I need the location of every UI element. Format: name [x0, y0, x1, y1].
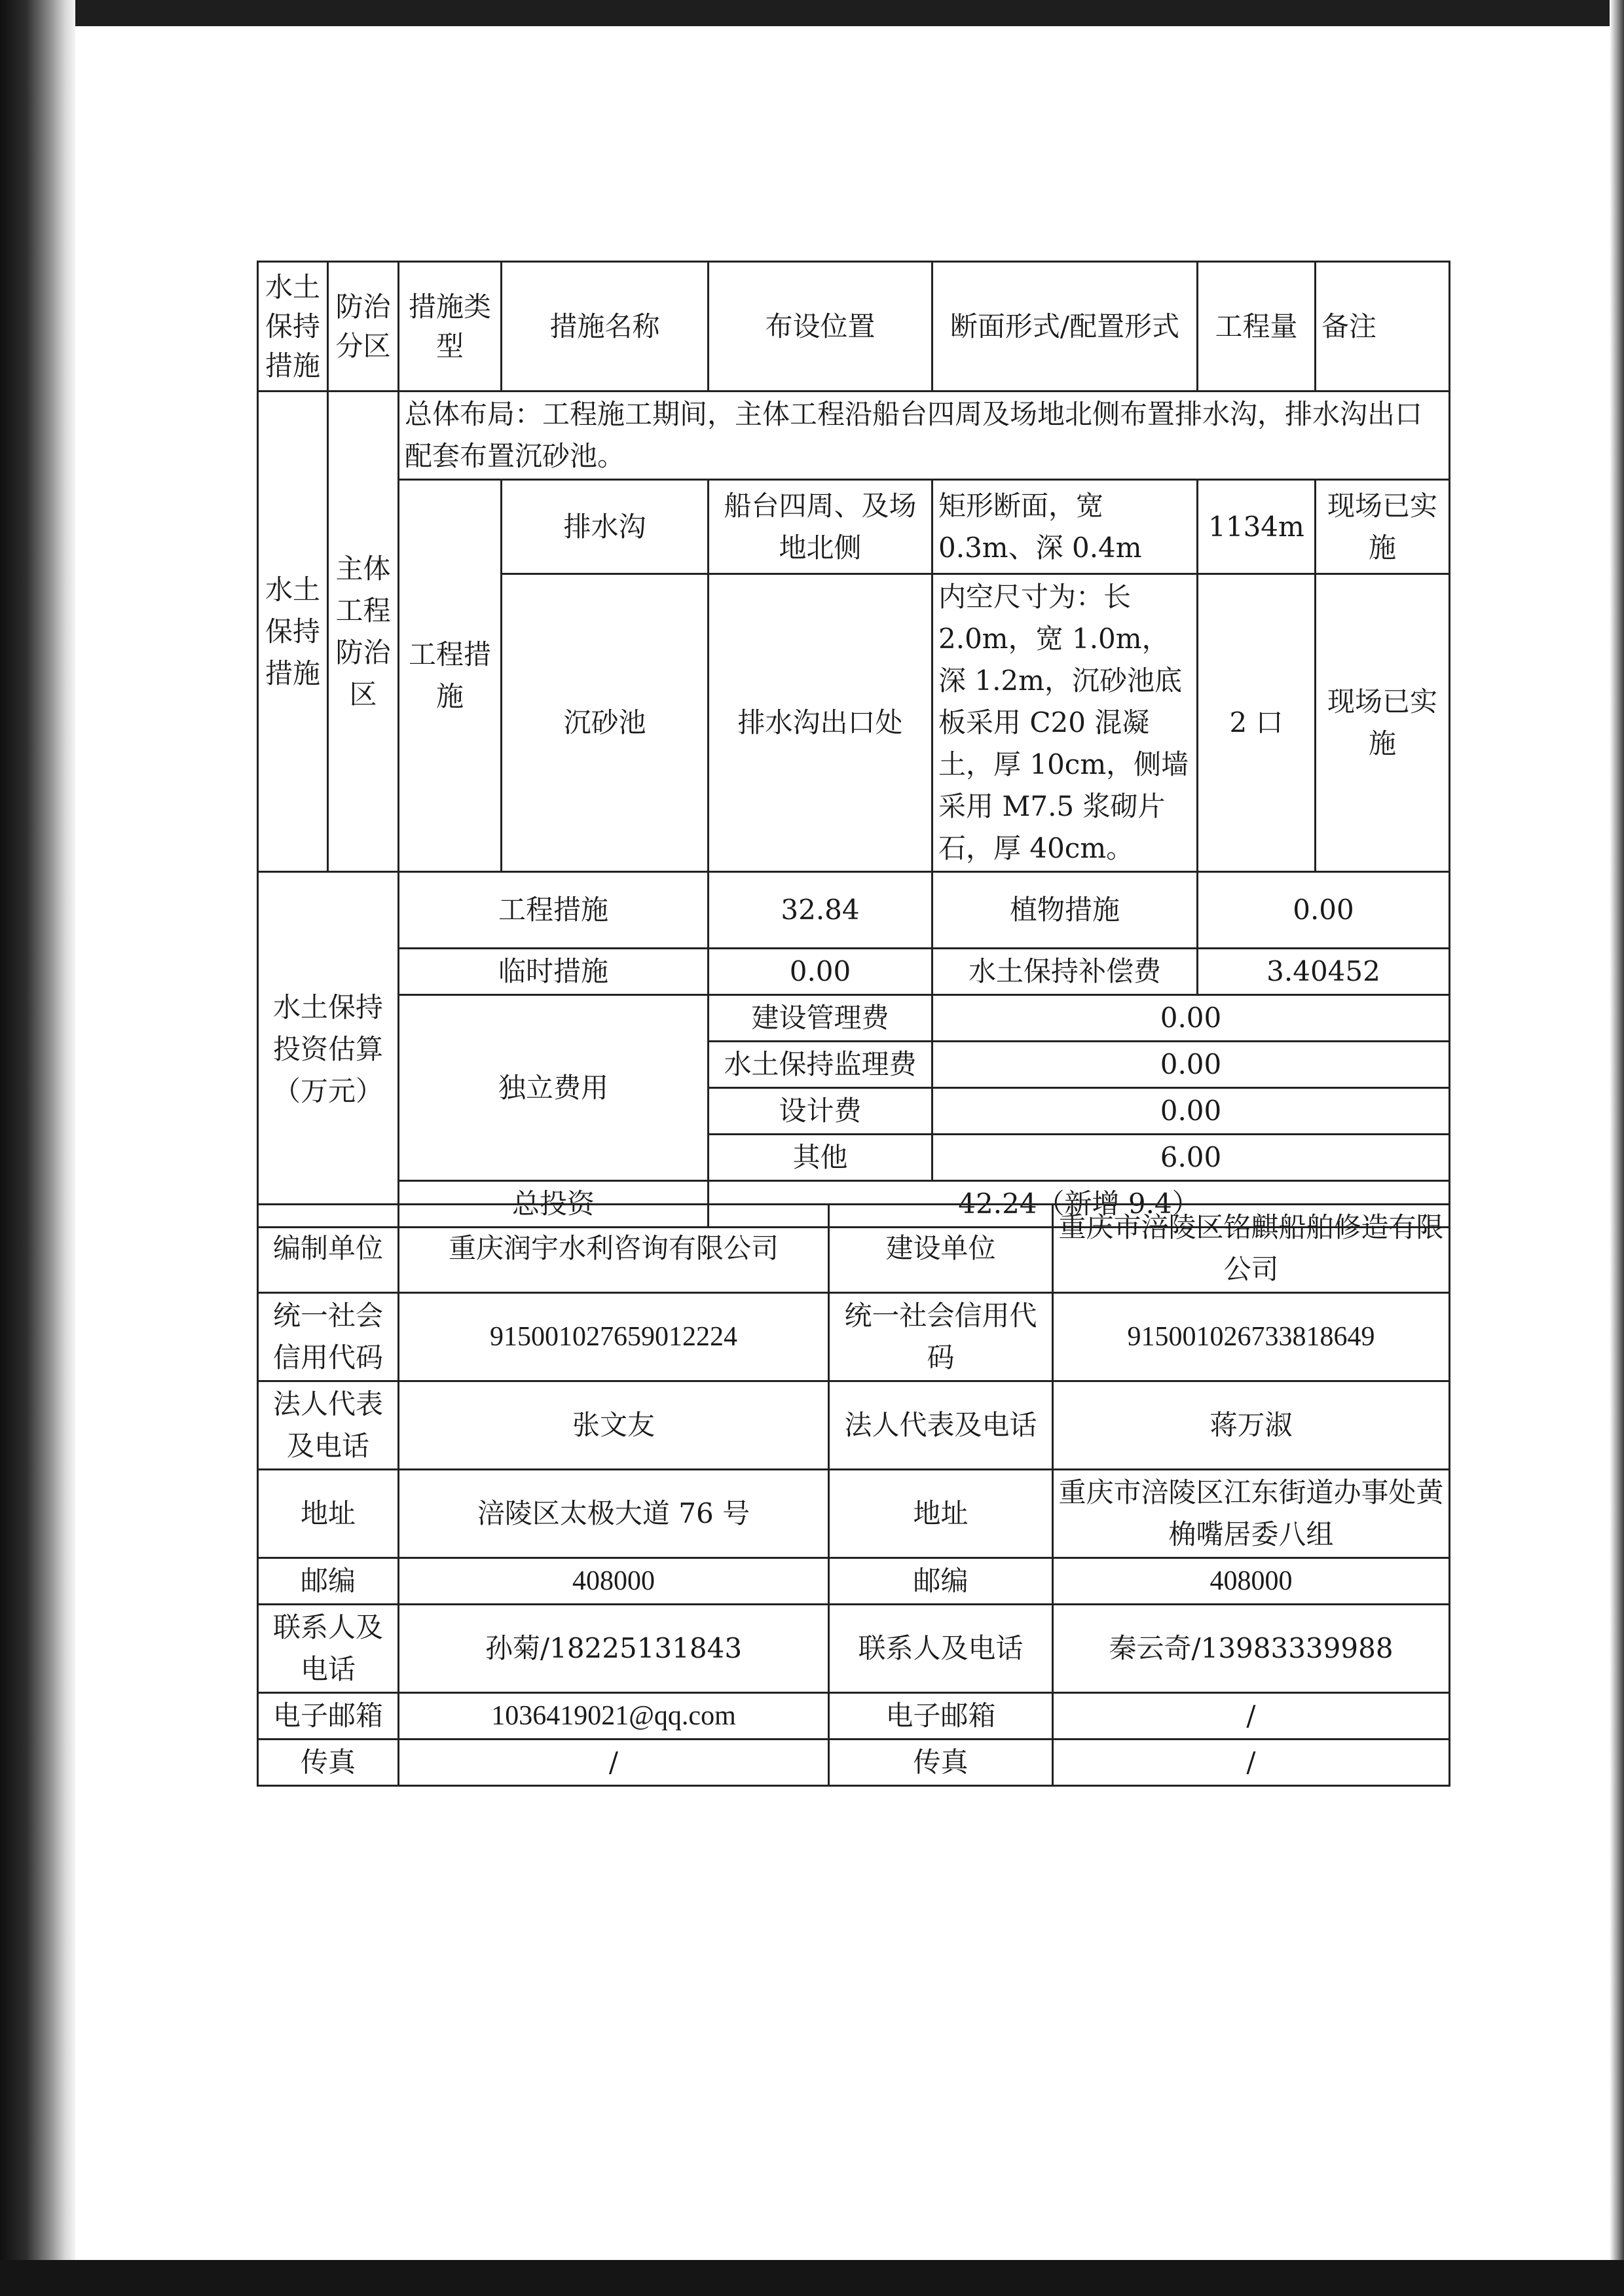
independent-item-label: 水土保持监理费	[709, 1042, 932, 1088]
measure-spec: 矩形断面，宽 0.3m、深 0.4m	[932, 480, 1198, 574]
header-category: 水土保持措施	[258, 262, 328, 392]
party-label: 法人代表及电话	[258, 1381, 399, 1470]
independent-item-value: 0.00	[932, 1088, 1450, 1135]
temporary-value: 0.00	[709, 949, 932, 995]
party-value: 408000	[399, 1558, 829, 1605]
party-label: 统一社会信用代码	[829, 1293, 1053, 1381]
header-row	[258, 262, 1450, 392]
party-row	[258, 1605, 1450, 1693]
party-label: 传真	[829, 1740, 1053, 1786]
party-value: /	[399, 1740, 829, 1786]
party-row	[258, 1470, 1450, 1558]
party-row	[258, 1693, 1450, 1740]
compensation-value: 3.40452	[1198, 949, 1450, 995]
independent-item-label: 设计费	[709, 1088, 932, 1135]
party-row	[258, 1558, 1450, 1605]
measure-row-ditch	[258, 480, 1450, 574]
party-row	[258, 1293, 1450, 1381]
measure-name: 排水沟	[502, 480, 709, 574]
measure-location: 船台四周、及场地北侧	[709, 480, 932, 574]
party-label: 邮编	[829, 1558, 1053, 1605]
measure-quantity: 2 口	[1198, 574, 1316, 872]
parties-table	[257, 1203, 1450, 1787]
party-value: 1036419021@qq.com	[399, 1693, 829, 1740]
independent-item-value: 0.00	[932, 995, 1450, 1042]
party-value: 张文友	[399, 1381, 829, 1470]
soil-water-conservation-table	[257, 261, 1450, 1228]
independent-item-label: 其他	[709, 1135, 932, 1181]
measure-spec: 内空尺寸为：长 2.0m，宽 1.0m，深 1.2m，沉砂池底板采用 C20 混凝土，厚 10cm，侧墙采用 M7.5 浆砌片石，厚 40cm。	[932, 574, 1198, 872]
party-value: 915001026733818649	[1053, 1293, 1450, 1381]
plant-label: 植物措施	[932, 872, 1198, 949]
measures-type: 工程措施	[399, 480, 502, 872]
investment-label: 水土保持投资估算（万元）	[258, 872, 399, 1228]
header-type: 措施类型	[399, 262, 502, 392]
plant-value: 0.00	[1198, 872, 1450, 949]
party-row	[258, 1205, 1450, 1293]
layout-row	[258, 392, 1450, 480]
independent-item-value: 6.00	[932, 1135, 1450, 1181]
independent-row	[258, 995, 1450, 1042]
header-spec: 断面形式/配置形式	[932, 262, 1198, 392]
measure-quantity: 1134m	[1198, 480, 1316, 574]
party-value: 孙菊/18225131843	[399, 1605, 829, 1693]
investment-row-engineering	[258, 872, 1450, 949]
engineering-value: 32.84	[709, 872, 932, 949]
party-value: 蒋万淑	[1053, 1381, 1450, 1470]
party-value: /	[1053, 1693, 1450, 1740]
party-label: 法人代表及电话	[829, 1381, 1053, 1470]
party-row	[258, 1381, 1450, 1470]
total-value: 42.24（新增 9.4）	[709, 1181, 1450, 1228]
party-label: 电子邮箱	[258, 1693, 399, 1740]
party-label: 电子邮箱	[829, 1693, 1053, 1740]
party-value: /	[1053, 1740, 1450, 1786]
party-label: 传真	[258, 1740, 399, 1786]
total-label: 总投资	[399, 1181, 709, 1228]
header-location: 布设位置	[709, 262, 932, 392]
independent-item-value: 0.00	[932, 1042, 1450, 1088]
header-zone: 防治分区	[328, 262, 399, 392]
scan-edge-right	[1610, 0, 1624, 2296]
independent-item-label: 建设管理费	[709, 995, 932, 1042]
header-quantity: 工程量	[1198, 262, 1316, 392]
party-value: 408000	[1053, 1558, 1450, 1605]
measure-location: 排水沟出口处	[709, 574, 932, 872]
investment-row-temporary	[258, 949, 1450, 995]
party-value: 重庆市涪陵区铭麒船舶修造有限公司	[1053, 1205, 1450, 1293]
party-row	[258, 1740, 1450, 1786]
party-label: 联系人及电话	[258, 1605, 399, 1693]
party-value: 重庆润宇水利咨询有限公司	[399, 1205, 829, 1293]
header-note: 备注	[1316, 262, 1450, 392]
measure-name: 沉砂池	[502, 574, 709, 872]
party-label: 建设单位	[829, 1205, 1053, 1293]
party-value: 涪陵区太极大道 76 号	[399, 1470, 829, 1558]
party-label: 地址	[258, 1470, 399, 1558]
scan-edge-top	[0, 0, 1624, 26]
measures-category: 水土保持措施	[258, 392, 328, 872]
party-label: 联系人及电话	[829, 1605, 1053, 1693]
party-value: 重庆市涪陵区江东街道办事处黄桷嘴居委八组	[1053, 1470, 1450, 1558]
measure-note: 现场已实施	[1316, 480, 1450, 574]
measure-note: 现场已实施	[1316, 574, 1450, 872]
overall-layout-text: 总体布局：工程施工期间，主体工程沿船台四周及场地北侧布置排水沟，排水沟出口配套布置沉砂池。	[399, 392, 1450, 480]
measures-zone: 主体工程防治区	[328, 392, 399, 872]
party-label: 地址	[829, 1470, 1053, 1558]
temporary-label: 临时措施	[399, 949, 709, 995]
party-value: 秦云奇/13983339988	[1053, 1605, 1450, 1693]
party-label: 统一社会信用代码	[258, 1293, 399, 1381]
scan-edge-left	[0, 0, 75, 2296]
independent-label: 独立费用	[399, 995, 709, 1181]
party-value: 915001027659012224	[399, 1293, 829, 1381]
header-measure-name: 措施名称	[502, 262, 709, 392]
party-label: 编制单位	[258, 1205, 399, 1293]
compensation-label: 水土保持补偿费	[932, 949, 1198, 995]
party-label: 邮编	[258, 1558, 399, 1605]
scan-edge-bottom	[0, 2260, 1624, 2296]
engineering-label: 工程措施	[399, 872, 709, 949]
